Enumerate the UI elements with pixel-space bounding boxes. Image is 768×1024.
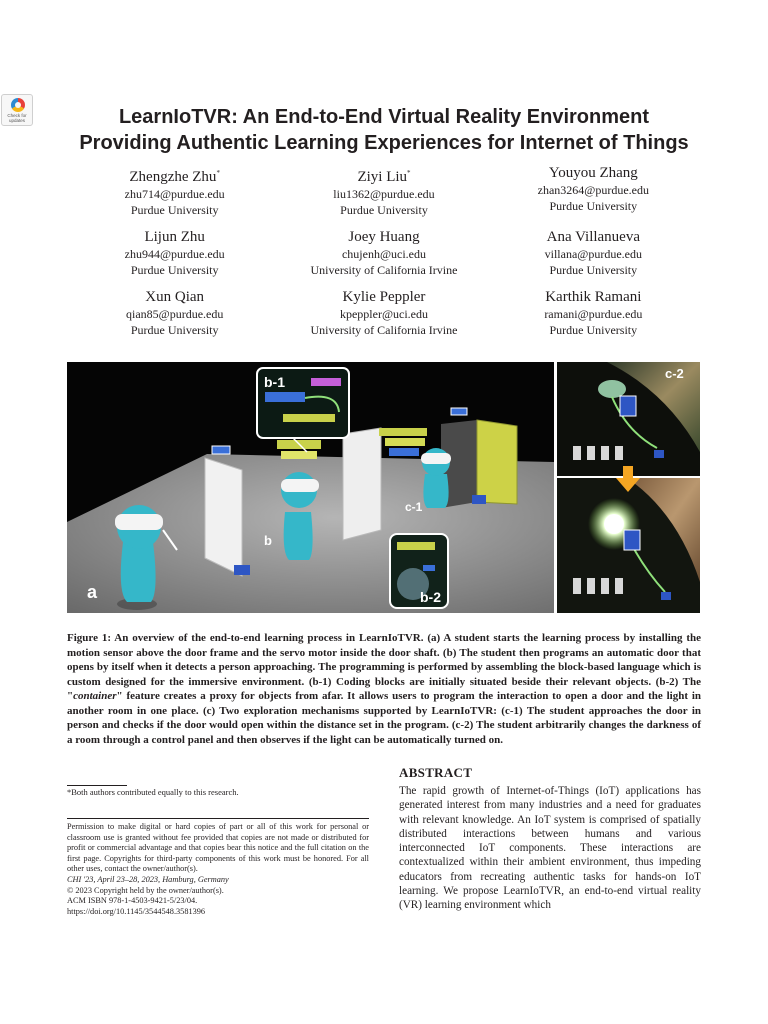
author-name: Joey Huang (348, 229, 420, 245)
author-email[interactable]: kpeppler@uci.edu (339, 307, 428, 321)
author-affiliation: Purdue University (340, 203, 428, 217)
motion-sensor (212, 446, 230, 454)
doi-link[interactable]: https://doi.org/10.1145/3544548.3581396 (67, 906, 206, 916)
caption-emphasis: container (73, 690, 117, 702)
caption-text-part-2: " feature creates a proxy for objects from afar. It allows users to program the interaction to open a door and the light in another room in one place. (c) Two exploration mechanisms supported by LearnIoTVR: (c-1) The student approaches the door in person and checks if the door would open within the distance set in the program. (c-2) The student arbitrarily changes the darkness of a room through a control panel and then observes if the light can be automatically turned on. (67, 690, 701, 746)
title-line-1: LearnIoTVR: An End-to-End Virtual Reality Environment (118, 106, 650, 128)
main-scene (67, 362, 554, 613)
author-card (489, 229, 698, 278)
label-b-2: b-2 (420, 589, 441, 605)
author-affiliation: University of California Irvine (310, 263, 458, 277)
label-c-1: c-1 (405, 500, 423, 514)
code-block (389, 448, 419, 456)
author-card (279, 229, 488, 278)
teaser-figure-svg (67, 362, 700, 613)
door-panel (205, 458, 242, 576)
author-affiliation: University of California Irvine (310, 323, 458, 337)
student-avatar (421, 448, 451, 508)
light-bulb (598, 380, 626, 398)
author-name: Kylie Peppler (342, 289, 426, 305)
author-email[interactable]: liu1362@purdue.edu (333, 187, 435, 201)
author-affiliation: Purdue University (549, 263, 638, 277)
author-email[interactable]: ramani@purdue.edu (544, 307, 643, 321)
abstract-text: The rapid growth of Internet-of-Things (IoT) applications has generated interest from many industries and a need for graduates with relevant knowledge. An IoT system is comprised of spatially distributed interactions between humans and various interconnected IoT components. These interactions are contextualized within their ambient environment, thus impeding educators from recreating authentic tasks for hands-on IoT learning. We propose LearnIoTVR, an end-to-end virtual reality (VR) learning environment which (399, 785, 701, 912)
equal-contribution-mark: * (216, 169, 220, 177)
author-row (70, 289, 698, 338)
author-name: Ana Villanueva (546, 229, 641, 245)
author-affiliation: Purdue University (130, 263, 219, 277)
author-name: Xun Qian (145, 289, 205, 305)
paper-title (40, 104, 728, 156)
permission-rule (67, 818, 369, 819)
panel-c-2 (557, 362, 700, 613)
author-name: Lijun Zhu (144, 229, 205, 245)
author-email[interactable]: villana@purdue.edu (544, 247, 642, 261)
author-name: Karthik Ramani (545, 289, 642, 305)
author-name: Ziyi Liu (357, 169, 408, 185)
author-card (279, 165, 488, 218)
code-block (385, 438, 425, 446)
motion-sensor (451, 408, 467, 415)
author-email[interactable]: zhu944@purdue.edu (124, 247, 225, 261)
author-email[interactable]: qian85@purdue.edu (125, 307, 224, 321)
door-panel (343, 428, 381, 540)
check-for-updates-badge[interactable] (1, 94, 33, 126)
permission-block (67, 822, 369, 917)
author-name: Zhengzhe Zhu (129, 169, 217, 185)
author-card (70, 229, 279, 278)
footnote: *Both authors contributed equally to this research. (67, 787, 239, 797)
author-email[interactable]: zhan3264@purdue.edu (537, 183, 649, 197)
servo-motor (472, 495, 486, 504)
door-panel (477, 420, 517, 504)
title-line-2: Providing Authentic Learning Experiences for Internet of Things (79, 132, 689, 154)
author-row (70, 229, 698, 278)
author-block (70, 165, 698, 349)
equal-contribution-mark: * (407, 169, 411, 177)
author-affiliation: Purdue University (549, 323, 638, 337)
author-affiliation: Purdue University (130, 203, 219, 217)
copyright-line: © 2023 Copyright held by the owner/author(s). (67, 885, 224, 895)
author-email[interactable]: chujenh@uci.edu (341, 247, 426, 261)
author-card (70, 165, 279, 218)
author-name: Youyou Zhang (548, 165, 638, 181)
figure-caption (67, 631, 701, 747)
label-b-1: b-1 (264, 374, 285, 390)
author-affiliation: Purdue University (549, 199, 638, 213)
abstract-heading: ABSTRACT (399, 765, 473, 780)
badge-line-1: Check for (7, 113, 27, 118)
author-affiliation: Purdue University (130, 323, 219, 337)
author-card (279, 289, 488, 338)
label-a: a (87, 582, 98, 602)
crossmark-icon (11, 98, 25, 112)
caption-text-part-1: Figure 1: An overview of the end-to-end learning process in LearnIoTVR. (a) A student starts the learning process by installing the motion sensor above the door frame and the servo motor inside the door shaft. (b) The student then programs an automatic door that opens by itself when it detects a person approaching. The programming is performed by assembling the block-based language which is custom designed for the immersive environment. (b-1) Coding blocks are initially situated beside their relevant objects. (b-2) The " (67, 632, 701, 702)
footnote-rule (67, 785, 127, 786)
author-row (70, 165, 698, 218)
teaser-figure (67, 362, 700, 613)
badge-line-2: updates (8, 118, 25, 123)
author-card (489, 165, 698, 218)
author-email[interactable]: zhu714@purdue.edu (124, 187, 225, 201)
conference-venue: CHI '23, April 23–28, 2023, Hamburg, Germany (67, 874, 229, 884)
label-b: b (264, 533, 272, 548)
servo-motor (234, 565, 250, 575)
label-c-2: c-2 (665, 366, 684, 381)
code-block (281, 451, 317, 459)
isbn-line: ACM ISBN 978-1-4503-9421-5/23/04. (67, 896, 198, 906)
code-block (379, 428, 427, 436)
author-card (489, 289, 698, 338)
permission-text: Permission to make digital or hard copies of part or all of this work for personal or classroom use is granted without fee provided that copies are not made or distributed for profit or commercial advantage and that copies bear this notice and the full citation on the first page. Copyrights for third-party components of this work must be honored. For all other uses, contact the owner/author(s). (67, 822, 369, 874)
author-card (70, 289, 279, 338)
